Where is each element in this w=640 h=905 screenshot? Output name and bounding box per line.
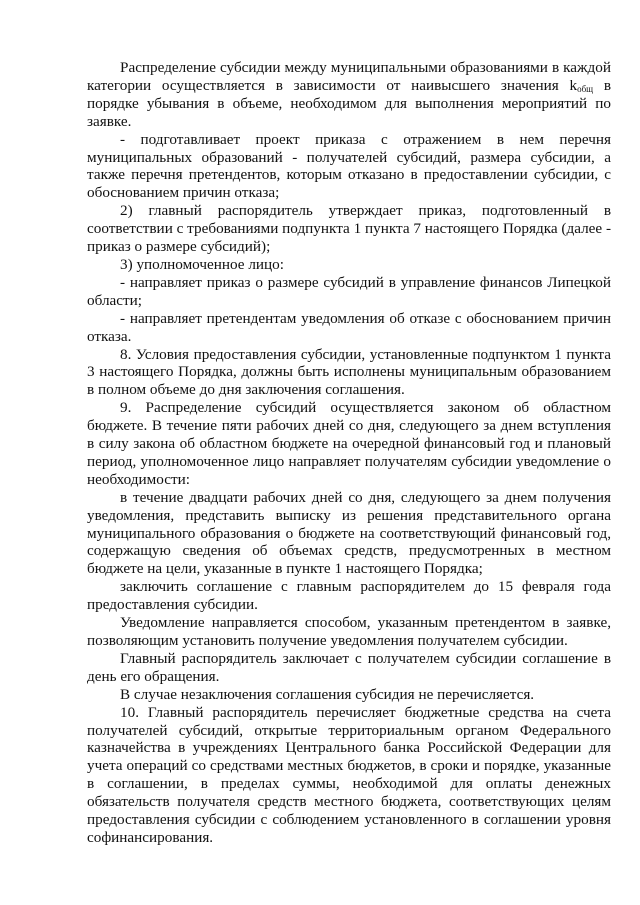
paragraph-notification-method: Уведомление направляется способом, указанным претендентом в заявке, позволяющим установить получение уведомления получателем субсидии. [87, 614, 611, 649]
paragraph-send-order: - направляет приказ о размере субсидий в управление финансов Липецкой области; [87, 273, 611, 309]
document-page [87, 59, 611, 847]
paragraph-conclude-agreement: заключить соглашение с главным распорядителем до 15 февраля года предоставления субсидии. [87, 578, 611, 614]
paragraph-agreement-day: Главный распорядитель заключает с получателем субсидии соглашение в день его обращения. [87, 649, 611, 685]
paragraph-text: Распределение субсидии между муниципальными образованиями в каждой категории осуществляется в зависимости от наивысшего значения k [87, 59, 611, 94]
paragraph-distribution-order [87, 59, 611, 131]
paragraph-item-10: 10. Главный распорядитель перечисляет бюджетные средства на счета получателей субсидий, открытые территориальным органом Федерального казначейства в учреждениях Центрального банка Российской Федерации для учета операций со средствами местных бюджетов, в сроки и порядке, указанные в соглашении, в пределах суммы, необходимой для оплаты денежных обязательств получателя средств местного бюджета, соответствующих целям предоставления субсидии с соблюдением установленного в соглашении уровня софинансирования. [87, 703, 611, 846]
paragraph-send-refusal: - направляет претендентам уведомления об отказе с обоснованием причин отказа. [87, 309, 611, 345]
paragraph-approval: 2) главный распорядитель утверждает приказ, подготовленный в соответствии с требованиями подпункта 1 пункта 7 настоящего Порядка (далее - приказ о размере субсидий); [87, 202, 611, 256]
paragraph-authorized-person: 3) уполномоченное лицо: [120, 255, 284, 273]
paragraph-twenty-days: в течение двадцати рабочих дней со дня, следующего за днем получения уведомления, представить выписку из решения представительного органа муниципального образования о бюджете на соответствующий финансовый год, содержащую сведения об объемах средств, предусмотренных в местном бюджете на цели, указанные в пункте 1 настоящего Порядка; [87, 488, 611, 578]
paragraph-draft-order: - подготавливает проект приказа с отражением в нем перечня муниципальных образований - получателей субсидий, размера субсидии, а также перечня претендентов, которым отказано в предоставлении субсидии, с обоснованием причин отказа; [87, 130, 611, 202]
paragraph-item-9: 9. Распределение субсидий осуществляется законом об областном бюджете. В течение пяти рабочих дней со дня, следующего за днем вступления в силу закона об областном бюджете на очередной финансовый год и плановый период, уполномоченное лицо направляет получателям субсидии уведомление о необходимости: [87, 399, 611, 488]
paragraph-text: в порядке убывания в объеме, необходимом для выполнения мероприятий по заявке. [87, 76, 611, 130]
paragraph-no-agreement: В случае незаключения соглашения субсидия не перечисляется. [120, 685, 535, 703]
paragraph-item-8: 8. Условия предоставления субсидии, установленные подпунктом 1 пункта 3 настоящего Порядка, должны быть исполнены муниципальным образованием в полном объеме до дня заключения соглашения. [87, 345, 611, 399]
subscript-index: общ [577, 83, 594, 94]
